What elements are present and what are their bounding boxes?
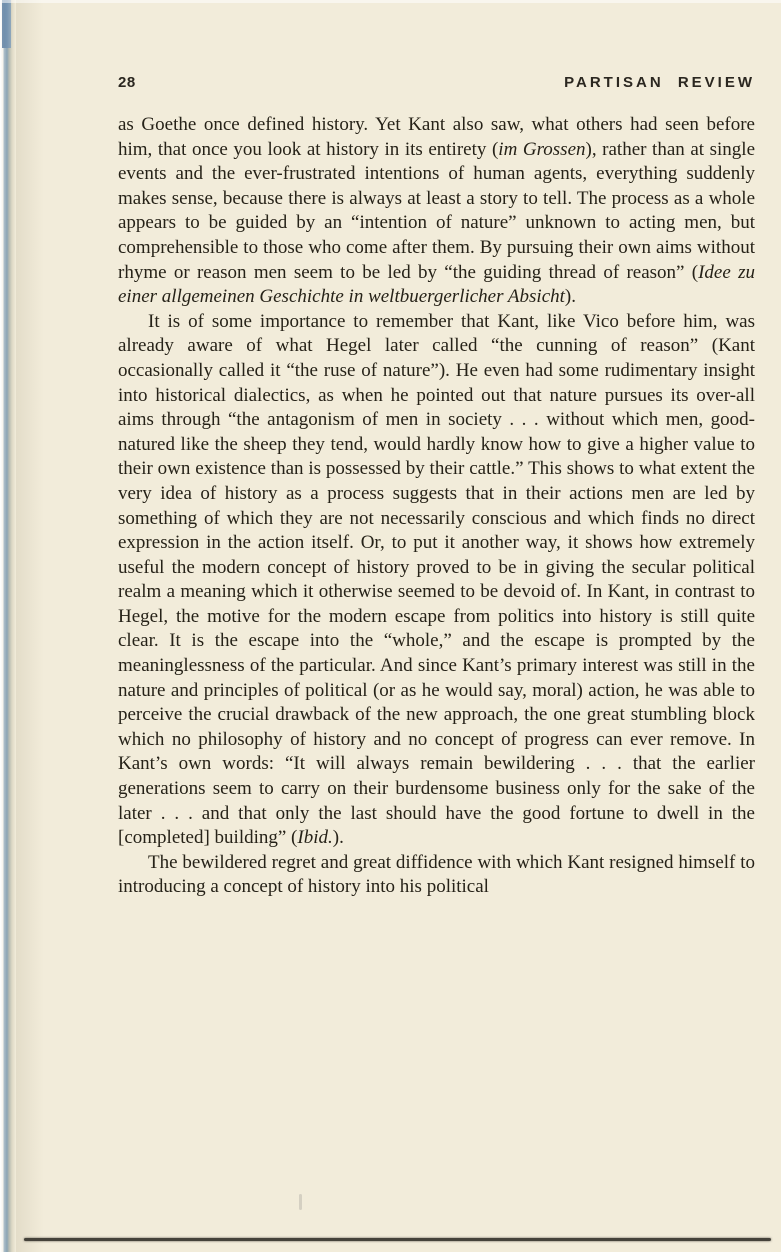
text-segment: im Grossen [498,138,586,160]
journal-title: PARTISAN REVIEW [564,74,755,91]
page-number: 28 [118,74,136,91]
scan-smudge [299,1194,302,1210]
bottom-scan-line [24,1238,771,1241]
text-segment: ). [564,286,576,308]
text-segment: as Goethe once defined history. Yet Kant also saw, what others had seen before him, that once you look at history in its entirety ( [118,114,755,160]
paragraph [118,310,755,851]
binding-shadow [16,0,44,1252]
paragraph [118,113,755,310]
running-header [118,74,755,91]
text-segment: Idee zu einer allgemeinen Geschichte in weltbuergerlicher Absicht [118,261,755,308]
page-body [118,113,755,900]
page-content [118,74,755,900]
text-segment: Ibid. [297,827,333,849]
text-segment: The bewildered regret and great diffidence with which Kant resigned himself to introducing a concept of history into his political [118,851,755,898]
binding-edge [0,0,16,1252]
binding-blue-accent [2,0,11,48]
text-segment: ), rather than at single events and the ever-frustrated intentions of human agents, everything suddenly makes sense, because there is always at least a story to tell. The process as a whole appears to be guided by an “intention of nature” unknown to acting men, but comprehensible to those who come after them. By pursuing their own aims without rhyme or reason men seem to be led by “the guiding thread of reason” ( [118,138,756,283]
paragraph [118,851,755,900]
scan-top-edge [0,0,781,3]
text-segment: ). [332,827,344,849]
text-segment: It is of some importance to remember that Kant, like Vico before him, was already aware of what Hegel later called “the cunning of reason” (Kant occasionally called it “the ruse of nature”). He even had some rudimentary insight into historical dialectics, as when he pointed out that nature pursues its over-all aims through “the antagonism of men in society . . . without which men, good-natured like the sheep they tend, would hardly know how to give a higher value to their own existence than is possessed by their cattle.” This shows to what extent the very idea of history as a process suggests that in their actions men are led by something of which they are not necessarily conscious and which finds no direct expression in the action itself. Or, to put it another way, it shows how extremely useful the modern concept of history proved to be in giving the secular political realm a meaning which it otherwise seemed to be devoid of. In Kant, in contrast to Hegel, the motive for the modern escape from politics into history is still quite clear. It is the escape into the “whole,” and the escape is prompted by the meaninglessness of the particular. And since Kant’s primary interest was still in the nature and principles of political (or as he would say, moral) action, he was able to perceive the crucial drawback of the new approach, the one great stumbling block which no philosophy of history and no concept of progress can ever remove. In Kant’s own words: “It will always remain bewildering . . . that the earlier generations seem to carry on their burdensome business only for the sake of the later . . . and that only the last should have the good fortune to dwell in the [completed] building” ( [118,310,755,849]
